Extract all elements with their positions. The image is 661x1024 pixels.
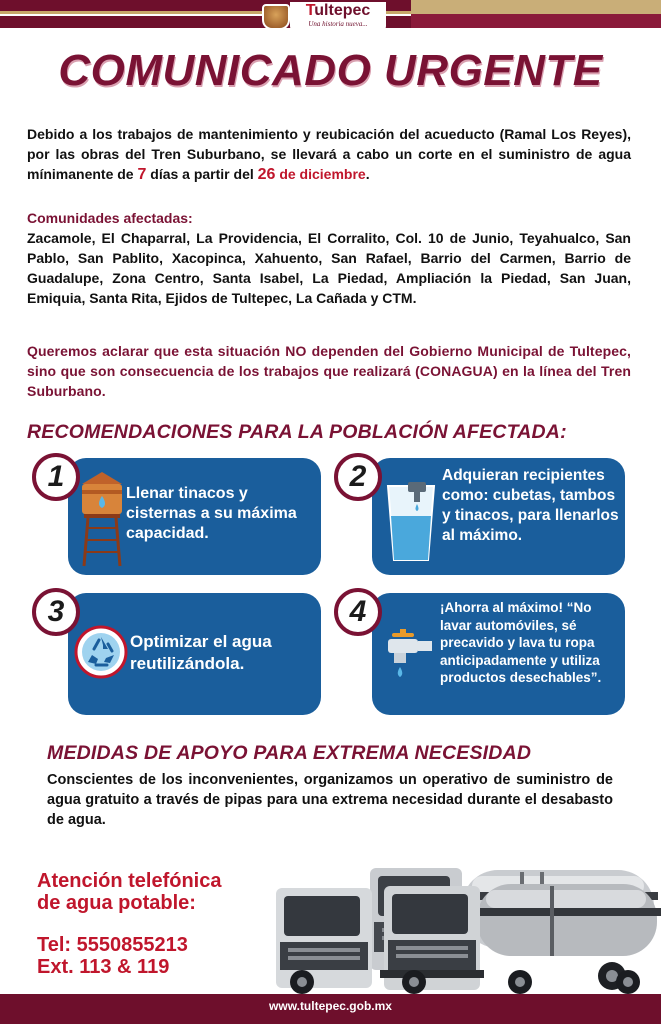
- recommendation-text-4: ¡Ahorra al máximo! “No lavar automóviles, sé precavido y lava tu ropa anticipadamente y utiliza productos desechables”.: [440, 600, 602, 685]
- recommendation-text-1: Llenar tinacos y cisternas a su máxima capacidad.: [126, 485, 297, 542]
- step-number-3: 3: [32, 588, 80, 636]
- footer-bar: [0, 994, 661, 1024]
- logo-name: ultepec: [314, 2, 371, 19]
- recommendation-text-3: Optimizar el agua reutilizándola.: [130, 632, 272, 673]
- recommendation-card-1: [68, 458, 321, 575]
- intro-paragraph: Debido a los trabajos de mantenimiento y reubicación del acueducto (Ramal Los Reyes), por las obras del Tren Suburbano, se llevará a cabo un corte en el suministro de agua mínimanente de 7 días a partir del 26 de diciembre.: [27, 126, 631, 183]
- footer-website-link[interactable]: www.tultepec.gob.mx: [269, 999, 392, 1013]
- page-title: COMUNICADO URGENTE: [58, 46, 603, 95]
- water-glass-icon: [384, 480, 438, 564]
- recommendation-card-2: [372, 458, 625, 575]
- clarification-paragraph: Queremos aclarar que esta situación NO dependen del Gobierno Municipal de Tultepec, sino que son consecuencia de los trabajos que realizará (CONAGUA) en la línea del Tren Suburbano.: [27, 343, 631, 399]
- logo-prefix: T: [305, 2, 315, 19]
- support-title: MEDIDAS DE APOYO PARA EXTREMA NECESIDAD: [47, 742, 532, 764]
- contact-heading-line2: de agua potable:: [37, 892, 196, 914]
- tultepec-logo: [290, 2, 386, 32]
- step-number-4: 4: [334, 588, 382, 636]
- start-date-day: 26: [257, 166, 276, 183]
- water-trucks-illustration: [272, 852, 661, 994]
- communities-label: Comunidades afectadas:: [27, 210, 193, 226]
- contact-extension: Ext. 113 & 119: [37, 956, 170, 978]
- start-date-month: de diciembre: [275, 166, 366, 182]
- step-number-1: 1: [32, 453, 80, 501]
- contact-heading-line1: Atención telefónica: [37, 870, 222, 892]
- recommendation-text-2: Adquieran recipientes como: cubetas, tambos y tinacos, para llenarlos al máximo.: [442, 467, 619, 544]
- logo-tagline: Una historia nueva...: [308, 20, 368, 28]
- faucet-icon: [382, 627, 436, 687]
- recommendations-title: RECOMENDACIONES PARA LA POBLACIÓN AFECTADA:: [27, 421, 567, 443]
- recommendation-card-4: [372, 593, 625, 715]
- step-number-2: 2: [334, 453, 382, 501]
- contact-phone[interactable]: Tel: 5550855213: [37, 934, 188, 956]
- recommendation-card-3: [68, 593, 321, 715]
- header-band-right: [411, 0, 661, 28]
- support-paragraph: Conscientes de los inconvenientes, organizamos un operativo de suministro de agua gratuito a través de pipas para una extrema necesidad durante el desabasto de agua.: [47, 772, 613, 828]
- recycle-icon: [74, 625, 128, 679]
- communities-list: Zacamole, El Chaparral, La Providencia, El Corralito, Col. 10 de Junio, Teyahualco, San Pablo, San Pablito, Xacopinca, Xahuento, San Rafael, Barrio del Carmen, Barrio de Guadalupe, Zona Centro, Santa Isabel, La Piedad, Ampliación la Piedad, San Juan, Emiquia, Santa Rita, Ejidos de Tultepec, La Cañada y CTM.: [27, 230, 631, 306]
- water-tower-icon: [76, 468, 128, 568]
- municipal-seal-icon: [262, 4, 290, 30]
- days-count: 7: [137, 166, 147, 183]
